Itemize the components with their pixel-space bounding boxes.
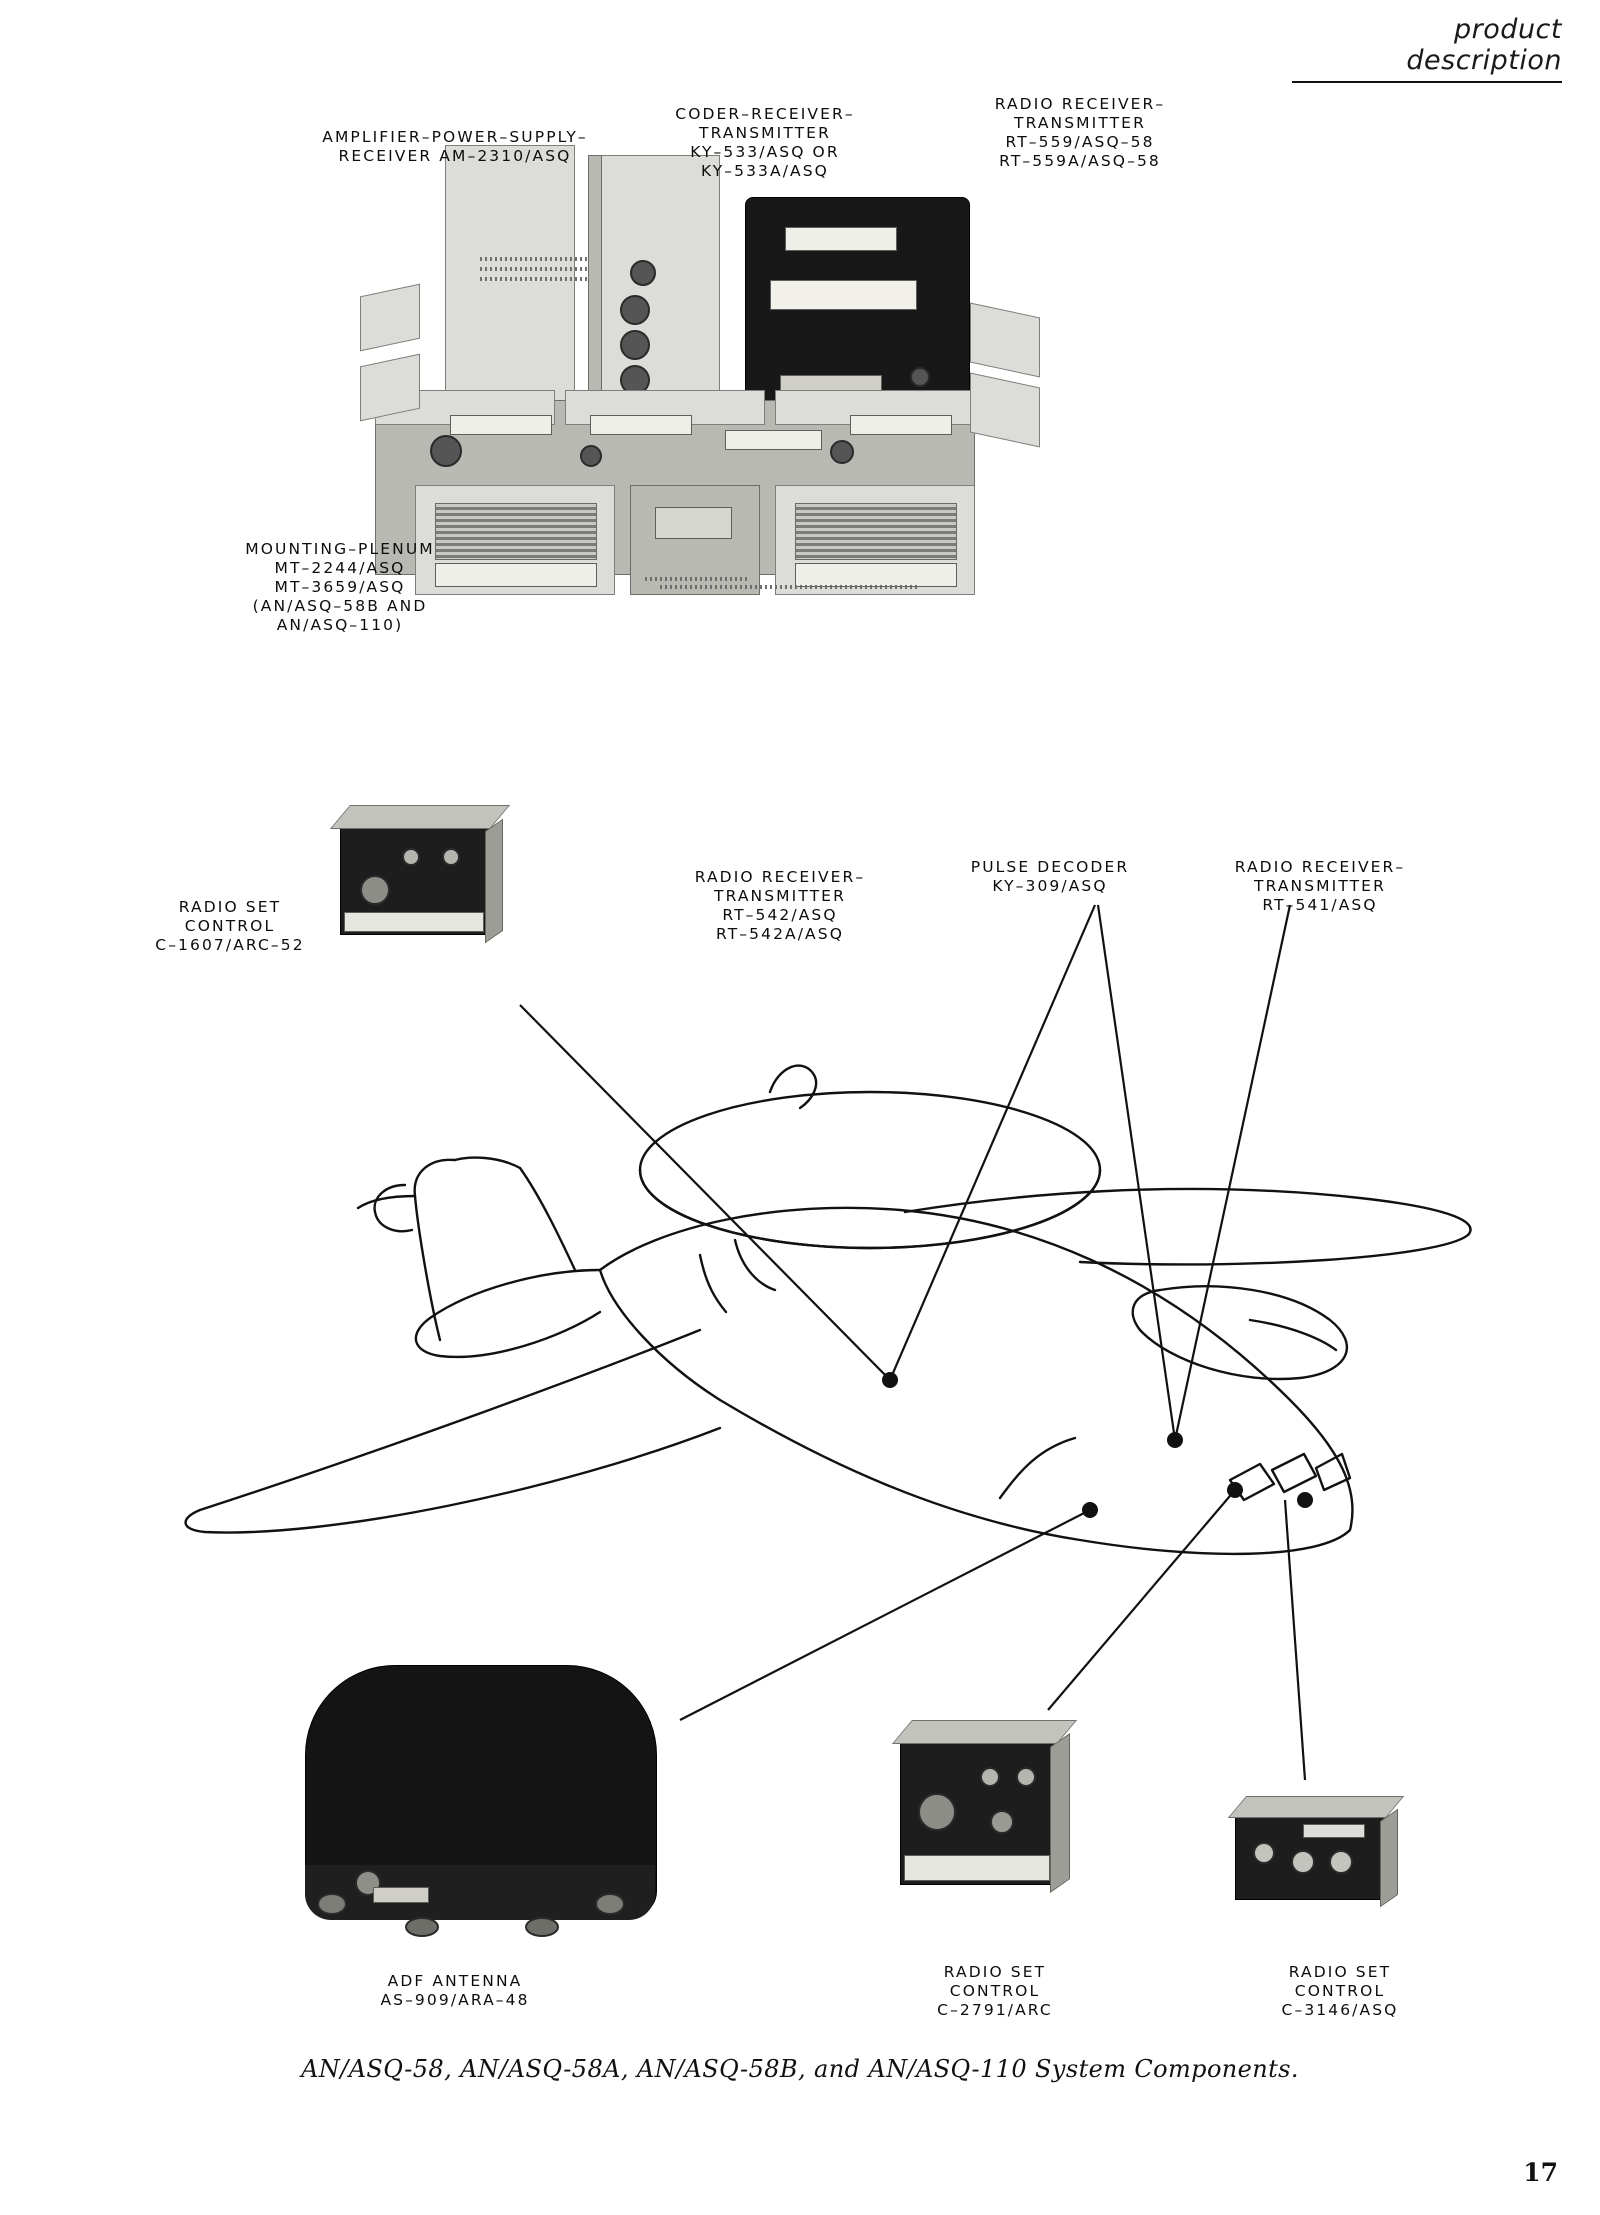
c1607-small-knob-b: [442, 848, 460, 866]
adf-antenna-mount-lug-right: [595, 1893, 625, 1915]
c2791-mid-knob: [990, 1810, 1014, 1834]
c3146-channel-label: [1303, 1824, 1365, 1838]
leader-rt542: [890, 905, 1095, 1380]
c2791-control-photo: [890, 1715, 1090, 1915]
rt541-vent-grille: [795, 503, 957, 560]
plenum-label-right: [850, 415, 952, 435]
adf-antenna-mount-lug-left: [317, 1893, 347, 1915]
rotodome-pylon-top: [770, 1066, 816, 1108]
fuselage-outline: [600, 1208, 1353, 1554]
leader-dot-aft: [1167, 1432, 1183, 1448]
callout-coder-receiver-transmitter: CODER–RECEIVER– TRANSMITTER KY–533/ASQ OR KY–533A/ASQ: [675, 105, 855, 180]
rotodome: [640, 1092, 1100, 1248]
c3146-knob-a: [1253, 1842, 1275, 1864]
rt541-warning-label: [795, 563, 957, 587]
vertical-stabilizer-left: [415, 1160, 455, 1340]
tailplane-top: [455, 1158, 520, 1168]
leader-c3146: [1285, 1500, 1305, 1780]
adf-antenna-photo: [295, 1655, 675, 1955]
callout-radio-set-control-c3146: RADIO SET CONTROL C–3146/ASQ: [1281, 1963, 1399, 2019]
rt559-nameplate: [785, 227, 897, 251]
figure-caption: AN/ASQ-58, AN/ASQ-58A, AN/ASQ-58B, and AN/ASQ-110 System Components.: [301, 2055, 1299, 2083]
leader-c1607: [520, 1005, 890, 1380]
ky533-connector-a: [630, 260, 656, 286]
ky309-vent-row: [645, 577, 750, 581]
leader-c2791: [1048, 1490, 1235, 1710]
plenum-connector-right: [830, 440, 854, 464]
leader-pulse-decoder: [1098, 905, 1175, 1440]
ky533-connector-c: [620, 330, 650, 360]
c3146-side-face: [1380, 1809, 1398, 1908]
antenna-blade-3: [1316, 1454, 1350, 1490]
horizontal-stabilizer: [375, 1185, 412, 1231]
mount-bracket-right-upper: [970, 303, 1040, 378]
adf-antenna-foot-left: [405, 1917, 439, 1937]
leader-dot-belly: [1082, 1502, 1098, 1518]
adf-antenna-nameplate: [373, 1887, 429, 1903]
am2310-vent-row: [480, 257, 590, 261]
left-wing: [186, 1330, 720, 1533]
c1607-lower-strip: [344, 912, 484, 932]
rt559-connector: [910, 367, 930, 387]
plenum-connector-left: [430, 435, 462, 467]
c3146-knob-b: [1291, 1850, 1315, 1874]
page-number: 17: [1523, 2158, 1558, 2187]
plenum-label-center2: [725, 430, 822, 450]
page-header: product description: [1292, 14, 1562, 83]
c1607-side-face: [485, 819, 503, 944]
antenna-blade-2: [1272, 1454, 1316, 1492]
tail-boom: [416, 1270, 600, 1357]
c3146-knob-c: [1329, 1850, 1353, 1874]
am2310-vent-row: [480, 277, 590, 281]
c1607-main-knob: [360, 875, 390, 905]
c1607-top-face: [330, 805, 510, 829]
rotodome-underside: [640, 1170, 1100, 1248]
leader-rt541: [1175, 905, 1290, 1440]
plenum-connector-center: [580, 445, 602, 467]
ky533-connector-b: [620, 295, 650, 325]
callout-adf-antenna: ADF ANTENNA AS–909/ARA–48: [380, 1972, 530, 2009]
c2791-side-face: [1050, 1733, 1070, 1893]
callout-radio-set-control-c1607: RADIO SET CONTROL C–1607/ARC–52: [155, 898, 305, 954]
c2791-main-knob: [918, 1793, 956, 1831]
c3146-top-face: [1228, 1796, 1404, 1818]
callout-radio-receiver-transmitter-rt542: RADIO RECEIVER– TRANSMITTER RT–542/ASQ RT–542A/ASQ: [694, 868, 866, 943]
nacelle-crease: [1250, 1320, 1336, 1350]
callout-radio-receiver-transmitter-rt559: RADIO RECEIVER– TRANSMITTER RT–559/ASQ–58 RT–559A/ASQ–58: [994, 95, 1166, 170]
mount-bracket-right-lower: [970, 373, 1040, 448]
rt559-warning-label: [770, 280, 917, 310]
callout-amplifier-power-supply-receiver: AMPLIFIER–POWER–SUPPLY– RECEIVER AM–2310/ASQ: [322, 128, 588, 165]
leader-adf-antenna: [680, 1510, 1090, 1720]
antenna-blade-1: [1230, 1464, 1274, 1500]
plenum-label-center: [590, 415, 692, 435]
callout-radio-receiver-transmitter-rt541: RADIO RECEIVER– TRANSMITTER RT–541/ASQ: [1234, 858, 1406, 914]
callout-radio-set-control-c2791: RADIO SET CONTROL C–2791/ARC: [937, 1963, 1053, 2019]
callout-mounting-plenum: MOUNTING–PLENUM MT–2244/ASQ MT–3659/ASQ (AN/ASQ–58B AND AN/ASQ–110): [245, 540, 435, 634]
plenum-vent-row-bottom: [660, 585, 920, 589]
fin-trailing-edge: [520, 1168, 575, 1270]
leader-dot-center: [882, 1372, 898, 1388]
leader-dot-blade-2: [1297, 1492, 1313, 1508]
c2791-top-face: [892, 1720, 1077, 1744]
c3146-control-photo: [1225, 1790, 1415, 1930]
leader-dot-blade-1: [1227, 1482, 1243, 1498]
plenum-label-left: [450, 415, 552, 435]
nose-crease: [1000, 1438, 1075, 1498]
adf-antenna-foot-right: [525, 1917, 559, 1937]
c1607-small-knob-a: [402, 848, 420, 866]
rotodome-pylon-front: [735, 1240, 775, 1290]
equipment-rack-photo: [470, 185, 1480, 835]
c2791-lower-strip: [904, 1855, 1050, 1881]
c1607-control-photo: [330, 800, 505, 950]
stabilizer-edge: [358, 1196, 415, 1208]
right-wing: [905, 1189, 1471, 1265]
rotodome-pylon-rear: [700, 1255, 726, 1312]
right-engine-nacelle: [1133, 1286, 1347, 1379]
am2310-vent-row: [480, 267, 590, 271]
callout-pulse-decoder: PULSE DECODER KY–309/ASQ: [970, 858, 1130, 895]
mount-bracket-left-upper: [360, 284, 420, 352]
ky309-face-plate: [655, 507, 732, 539]
c2791-small-knob-b: [1016, 1767, 1036, 1787]
c2791-small-knob-a: [980, 1767, 1000, 1787]
